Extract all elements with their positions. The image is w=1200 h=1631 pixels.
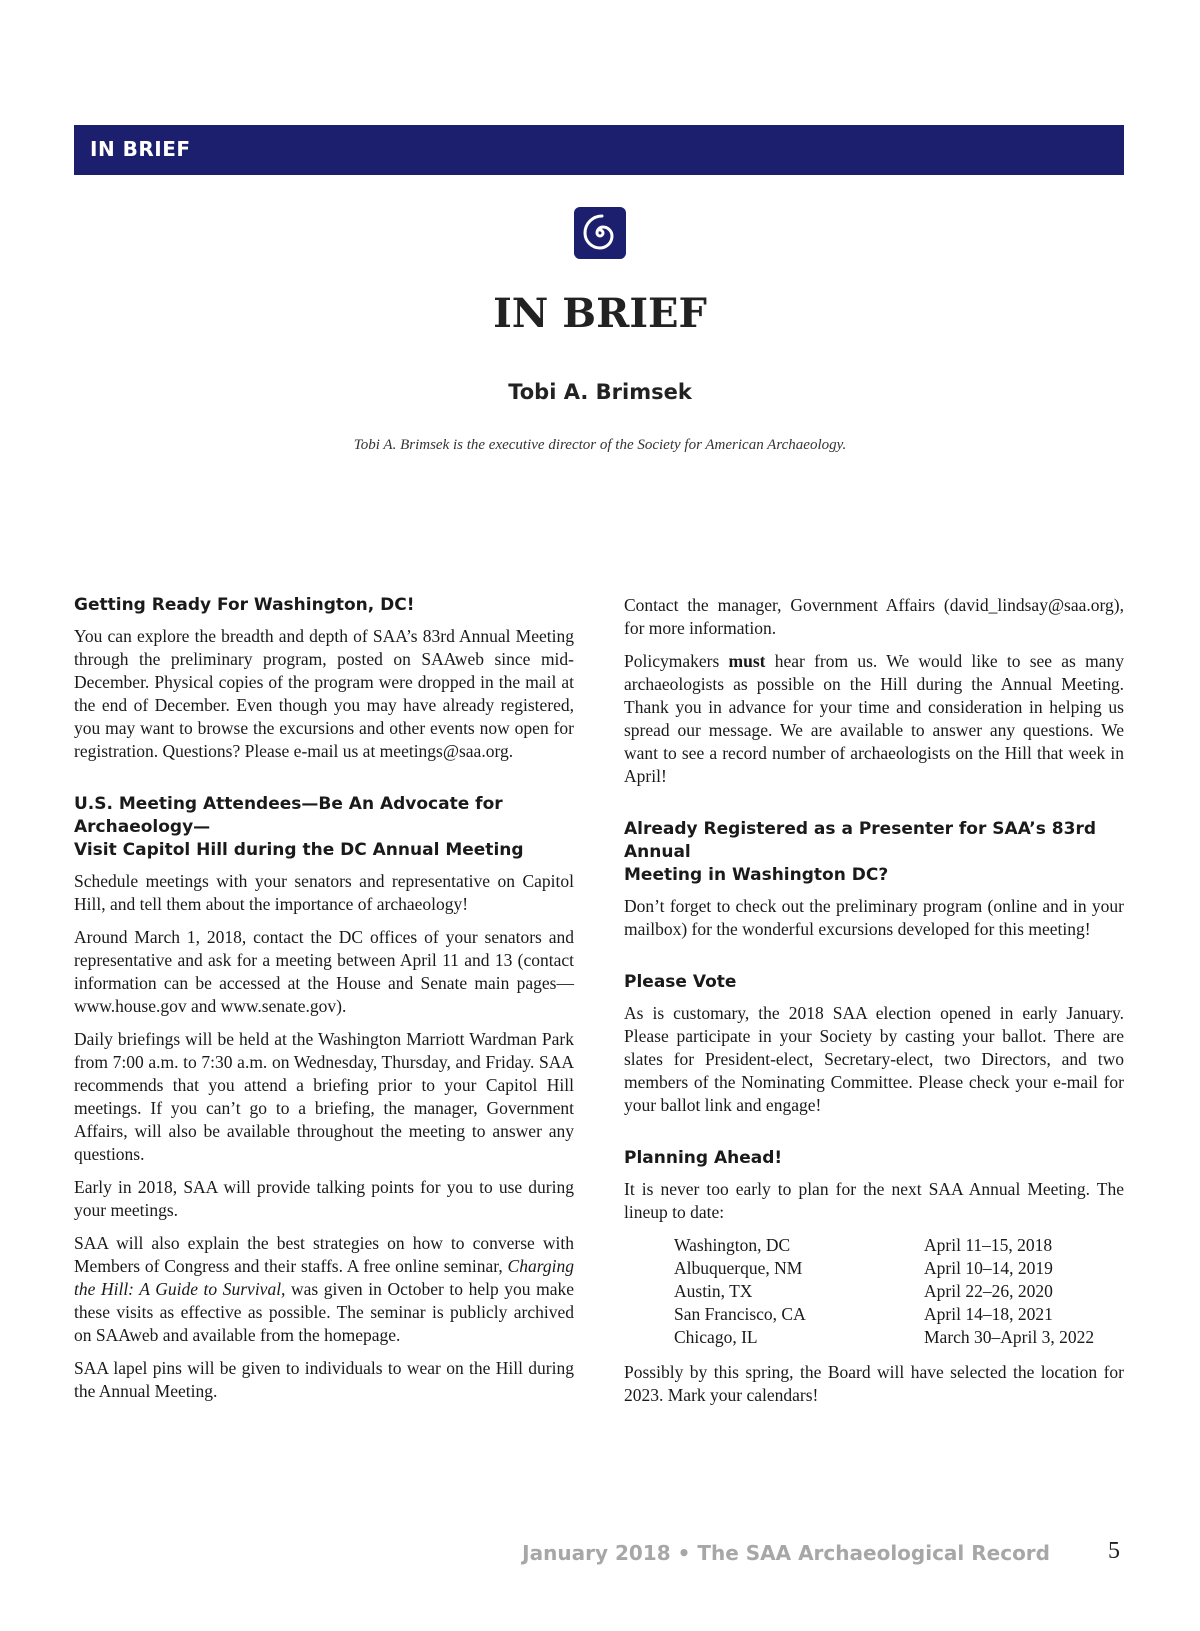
meeting-lineup-table: [674, 1234, 1094, 1349]
section-planning-ahead: [624, 1147, 1124, 1407]
section-advocate-continued: [624, 594, 1124, 788]
paragraph: Around March 1, 2018, contact the DC offices of your senators and representative and ask for a meeting between April 11 and 13 (contact information can be accessed at the House and Senate main pages—www.house.gov and www.senate.gov).: [74, 927, 574, 1016]
section-banner-label: IN BRIEF: [90, 137, 191, 161]
paragraph: It is never too early to plan for the next SAA Annual Meeting. The lineup to date:: [624, 1179, 1124, 1222]
meeting-dates: April 14–18, 2021: [924, 1304, 1053, 1324]
emphasis: must: [728, 651, 766, 671]
meeting-city: Austin, TX: [674, 1281, 753, 1301]
text-run: Policymakers: [624, 651, 729, 671]
paragraph: Schedule meetings with your senators and representative on Capitol Hill, and tell them about the importance of archaeology!: [74, 871, 574, 914]
table-row: [674, 1303, 1094, 1326]
issue-month: January 2018: [522, 1541, 671, 1565]
paragraph: As is customary, the 2018 SAA election opened in early January. Please participate in your Society by casting your ballot. There are slates for President-elect, Secretary-elect, two Directors, and two members of the Nominating Committee. Please check your e-mail for your ballot link and engage!: [624, 1003, 1124, 1115]
meeting-city: Washington, DC: [674, 1235, 791, 1255]
section-advocate: [74, 793, 574, 1403]
paragraph: Early in 2018, SAA will provide talking points for you to use during your meetings.: [74, 1177, 574, 1220]
author-bio: Tobi A. Brimsek is the executive director of the Society for American Archaeology.: [353, 437, 847, 453]
meeting-dates: March 30–April 3, 2022: [924, 1327, 1095, 1347]
paragraph: Daily briefings will be held at the Washington Marriott Wardman Park from 7:00 a.m. to 7:30 a.m. on Wednesday, Thursday, and Friday. SAA recommends that you attend a briefing prior to your Capitol Hill meetings. If you can’t go to a briefing, the manager, Government Affairs, will also be available throughout the meeting to answer any questions.: [74, 1029, 574, 1164]
paragraph: [624, 650, 1124, 788]
seminar-title: Charging the Hill: A Guide to Survival,: [74, 1256, 574, 1299]
text-run: was given in October to help you make these visits as effective as possible. The seminar is publicly archived on SAAweb and available from the homepage.: [74, 1279, 574, 1345]
text-run: SAA will also explain the best strategies on how to converse with Members of Congress and their staffs. A free online seminar,: [74, 1233, 574, 1276]
running-footer: [522, 1541, 1050, 1565]
table-row: [674, 1326, 1094, 1349]
paragraph: You can explore the breadth and depth of SAA’s 83rd Annual Meeting through the preliminary program, posted on SAAweb since mid-December. Physical copies of the program were dropped in the mail at the end of December. Even though you may have already registered, you may want to browse the excursions and other events now open for registration. Questions? Please e-mail us at meetings@saa.org.: [74, 626, 574, 761]
paragraph: SAA lapel pins will be given to individuals to wear on the Hill during the Annual Meeting.: [74, 1358, 574, 1401]
section-heading: Getting Ready For Washington, DC!: [74, 595, 415, 615]
section-please-vote: [624, 971, 1124, 1117]
text-run: hear from us. We would like to see as many archaeologists as possible on the Hill during the Annual Meeting. Thank you in advance for your time and consideration in helping us spread our message. We are available to answer any questions. We want to see a record number of archaeologists on the Hill that week in April!: [624, 651, 1124, 786]
section-heading: [624, 818, 1124, 887]
meeting-dates: April 11–15, 2018: [924, 1235, 1053, 1255]
table-row: [674, 1280, 1094, 1303]
paragraph: [74, 1232, 574, 1347]
left-column: [74, 594, 574, 1433]
meeting-city: San Francisco, CA: [674, 1304, 806, 1324]
heading-line: Already Registered as a Presenter for SAA’s 83rd Annual: [624, 819, 1096, 862]
article-author: Tobi A. Brimsek: [508, 380, 692, 404]
heading-line: Visit Capitol Hill during the DC Annual Meeting: [74, 840, 524, 860]
section-already-registered: [624, 818, 1124, 941]
meeting-dates: April 10–14, 2019: [924, 1258, 1053, 1278]
section-heading: Please Vote: [624, 972, 737, 992]
article-title: IN BRIEF: [493, 290, 707, 337]
table-row: [674, 1257, 1094, 1280]
meeting-city: Chicago, IL: [674, 1327, 758, 1347]
section-getting-ready: [74, 594, 574, 763]
meeting-dates: April 22–26, 2020: [924, 1281, 1053, 1301]
meeting-city: Albuquerque, NM: [674, 1258, 803, 1278]
publication-name: The SAA Archaeological Record: [697, 1541, 1050, 1565]
section-heading: Planning Ahead!: [624, 1148, 783, 1168]
spiral-logo-icon: [573, 206, 627, 260]
paragraph: Possibly by this spring, the Board will have selected the location for 2023. Mark your calendars!: [624, 1362, 1124, 1405]
paragraph: Contact the manager, Government Affairs (david_lindsay@saa.org), for more information.: [624, 595, 1124, 638]
right-column: [624, 594, 1124, 1437]
page-number: 5: [1108, 1538, 1120, 1564]
paragraph: Don’t forget to check out the preliminary program (online and in your mailbox) for the wonderful excursions developed for this meeting!: [624, 896, 1124, 939]
section-heading: [74, 793, 574, 862]
heading-line: Meeting in Washington DC?: [624, 865, 889, 885]
footer-separator: •: [677, 1541, 691, 1565]
section-banner: [74, 125, 1124, 175]
heading-line: U.S. Meeting Attendees—Be An Advocate for Archaeology—: [74, 794, 503, 837]
table-row: [674, 1234, 1094, 1257]
